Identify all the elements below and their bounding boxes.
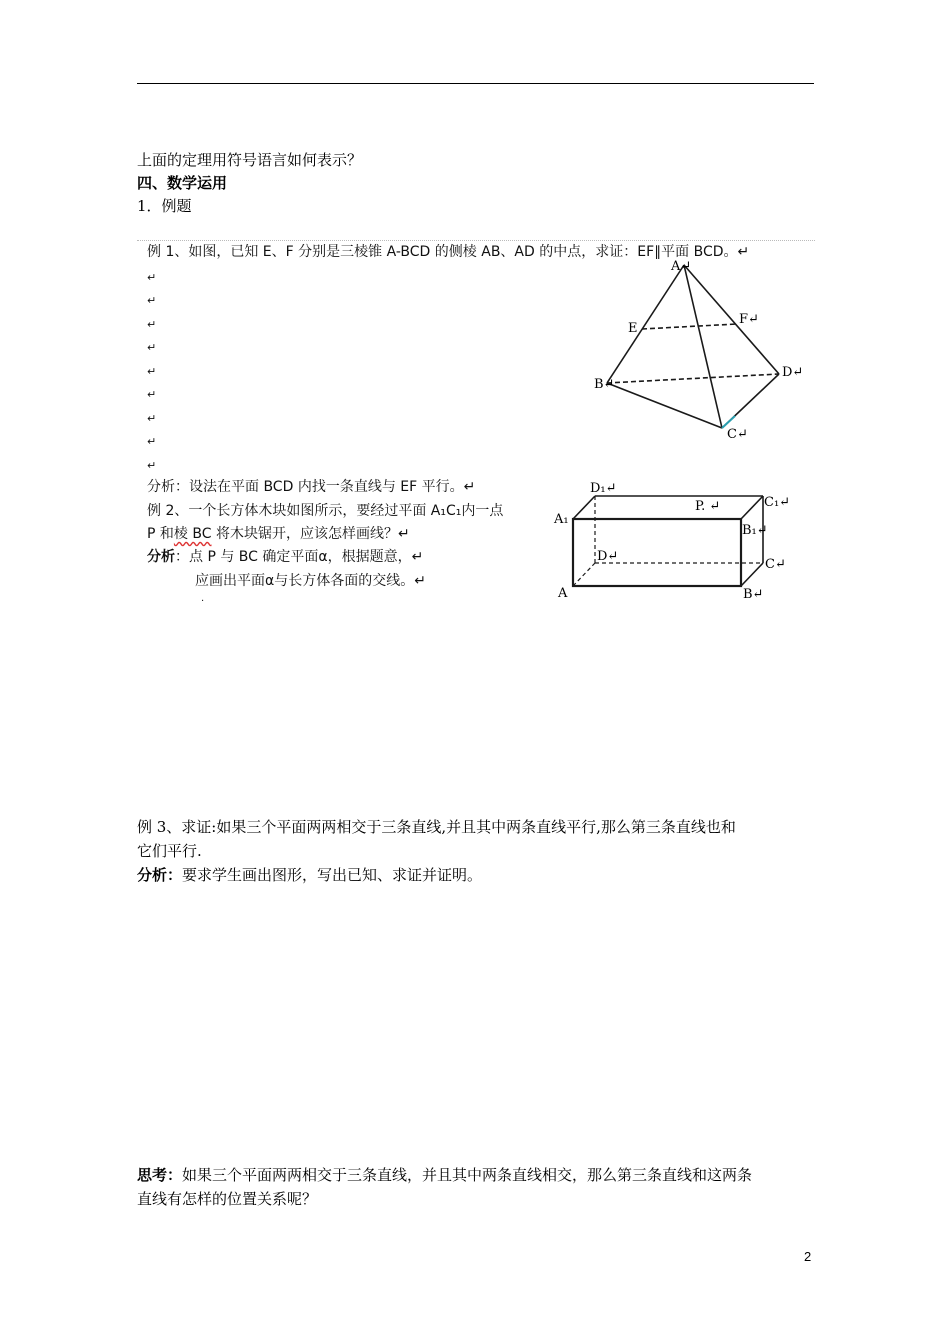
image-top-border — [137, 240, 815, 241]
example2-analysis-line2: 应画出平面α与长方体各面的交线。↵ — [195, 573, 426, 589]
section-title: 四、数学运用 — [137, 174, 228, 192]
para-mark: ↵ — [147, 271, 157, 284]
label-A: A — [558, 586, 568, 600]
example2-analysis-line1: 分析：点 P 与 BC 确定平面α，根据题意，↵ — [147, 549, 424, 565]
label-C1: C₁↵ — [764, 495, 791, 510]
edge-B1C1 — [741, 496, 763, 519]
label-D: D↵ — [597, 549, 619, 564]
para-mark: ↵ — [147, 294, 157, 307]
subsection-examples: 1．例题 — [137, 197, 192, 215]
embedded-example-image — [137, 238, 815, 610]
segment-EF — [642, 324, 737, 329]
header-rule — [137, 83, 814, 84]
label-B: B↵ — [594, 377, 615, 392]
edge-AB — [607, 265, 684, 383]
label-A: A↵ — [671, 259, 692, 274]
para-mark: ↵ — [147, 412, 157, 425]
example3-analysis: 分析：要求学生画出图形，写出已知、求证并证明。 — [137, 866, 483, 884]
think-line1: 思考：如果三个平面两两相交于三条直线，并且其中两条直线相交，那么第三条直线和这两条 — [137, 1166, 753, 1184]
para-mark: ↵ — [147, 341, 157, 354]
example2-line1: 例 2、一个长方体木块如图所示，要经过平面 A₁C₁内一点 — [147, 503, 504, 519]
theorem-question: 上面的定理用符号语言如何表示？ — [137, 151, 363, 169]
label-D: D↵ — [782, 365, 804, 380]
label-F: F↵ — [739, 312, 759, 327]
edge-AD — [684, 265, 779, 374]
label-B: B↵ — [743, 587, 764, 600]
example1-text: 例 1、如图，已知 E、F 分别是三棱锥 A-BCD 的侧棱 AB、AD 的中点，求证：EF∥平面 BCD。↵ — [147, 244, 750, 260]
page-number: 2 — [804, 1249, 812, 1264]
edge-AC — [684, 265, 722, 428]
label-D1: D₁↵ — [590, 481, 617, 496]
example3-line2: 它们平行. — [137, 842, 202, 860]
edge-AD-hidden — [573, 563, 595, 586]
stray-dot: · — [201, 596, 205, 607]
para-mark: ↵ — [147, 365, 157, 378]
edge-BC — [741, 563, 763, 586]
para-mark: ↵ — [147, 388, 157, 401]
para-mark: ↵ — [147, 459, 157, 472]
edge-A1D1 — [573, 496, 595, 519]
label-P: P. ↵ — [695, 499, 721, 514]
label-E: E — [628, 321, 638, 336]
example3-line1: 例 3、求证:如果三个平面两两相交于三条直线,并且其中两条直线平行,那么第三条直线也和 — [137, 818, 736, 836]
example2-line2: P 和棱 BC 将木块锯开，应该怎样画线？↵ — [147, 526, 410, 542]
cuboid-figure — [550, 478, 815, 600]
example1-analysis: 分析：设法在平面 BCD 内找一条直线与 EF 平行。↵ — [147, 479, 476, 495]
para-mark: ↵ — [147, 318, 157, 331]
label-C: C↵ — [727, 427, 748, 442]
edge-BD-hidden — [607, 374, 779, 383]
para-mark: ↵ — [147, 435, 157, 448]
think-line2: 直线有怎样的位置关系呢？ — [137, 1190, 318, 1208]
tetrahedron-figure — [587, 256, 815, 446]
label-C: C↵ — [765, 557, 786, 572]
label-B1: B₁↵ — [742, 523, 768, 538]
label-A1: A₁ — [554, 512, 569, 527]
edge-BC — [607, 383, 722, 428]
